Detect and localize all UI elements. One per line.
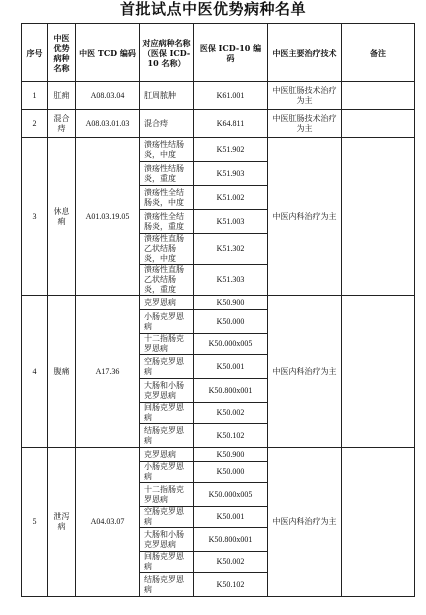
icd-code: K64.811 [194, 110, 268, 138]
treatment-tech: 中医内科治疗为主 [268, 448, 342, 597]
tcd-code: A08.03.01.03 [76, 110, 140, 138]
treatment-tech: 中医肛肠技术治疗为主 [268, 110, 342, 138]
header-no: 序号 [22, 24, 48, 82]
header-row [22, 24, 415, 82]
tcm-disease-name: 休息痢 [48, 138, 76, 296]
icd-code: K50.001 [194, 507, 268, 528]
icd-code: K50.001 [194, 355, 268, 379]
tcd-code: A08.03.04 [76, 82, 140, 110]
icd-disease-name: 肛周脓肿 [140, 82, 194, 110]
tcd-code: A01.03.19.05 [76, 138, 140, 296]
header-tcd-code: 中医 TCD 编码 [76, 24, 140, 82]
table-body [22, 82, 415, 597]
icd-disease-name: 溃疡性直肠乙状结肠炎，重度 [140, 265, 194, 296]
icd-code: K50.800x001 [194, 528, 268, 552]
remark-cell [342, 138, 415, 296]
header-tech: 中医主要治疗技术 [268, 24, 342, 82]
icd-disease-name: 结肠克罗恩病 [140, 573, 194, 597]
icd-code: K51.002 [194, 186, 268, 210]
disease-list-table [21, 23, 415, 597]
icd-disease-name: 回肠克罗恩病 [140, 552, 194, 573]
tcd-code: A17.36 [76, 296, 140, 448]
row-number: 2 [22, 110, 48, 138]
icd-code: K50.800x001 [194, 379, 268, 403]
icd-code: K50.102 [194, 573, 268, 597]
table-row [22, 448, 415, 462]
icd-code: K50.102 [194, 424, 268, 448]
tcm-disease-name: 肛痈 [48, 82, 76, 110]
icd-code: K50.000x005 [194, 334, 268, 355]
header-icd-name: 对应病种名称（医保 ICD-10 名称） [140, 24, 194, 82]
remark-cell [342, 110, 415, 138]
icd-code: K61.001 [194, 82, 268, 110]
icd-disease-name: 溃疡性结肠炎，中度 [140, 138, 194, 162]
icd-code: K50.900 [194, 296, 268, 310]
icd-disease-name: 大肠和小肠克罗恩病 [140, 528, 194, 552]
icd-disease-name: 大肠和小肠克罗恩病 [140, 379, 194, 403]
icd-code: K50.002 [194, 403, 268, 424]
row-number: 4 [22, 296, 48, 448]
tcm-disease-name: 腹痛 [48, 296, 76, 448]
remark-cell [342, 296, 415, 448]
icd-disease-name: 混合痔 [140, 110, 194, 138]
icd-disease-name: 溃疡性直肠乙状结肠炎，中度 [140, 234, 194, 265]
treatment-tech: 中医肛肠技术治疗为主 [268, 82, 342, 110]
icd-disease-name: 回肠克罗恩病 [140, 403, 194, 424]
icd-disease-name: 克罗恩病 [140, 296, 194, 310]
table-row [22, 110, 415, 138]
row-number: 1 [22, 82, 48, 110]
page-title: 首批试点中医优势病种名单 [119, 0, 306, 18]
icd-disease-name: 溃疡性全结肠炎，重度 [140, 210, 194, 234]
header-tcm-name: 中医优势病种名称 [48, 24, 76, 82]
icd-code: K51.003 [194, 210, 268, 234]
row-number: 5 [22, 448, 48, 597]
icd-disease-name: 溃疡性全结肠炎，中度 [140, 186, 194, 210]
remark-cell [342, 448, 415, 597]
icd-disease-name: 空肠克罗恩病 [140, 355, 194, 379]
treatment-tech: 中医内科治疗为主 [268, 296, 342, 448]
tcm-disease-name: 泄泻病 [48, 448, 76, 597]
icd-code: K51.903 [194, 162, 268, 186]
tcm-disease-name: 混合痔 [48, 110, 76, 138]
icd-code: K51.902 [194, 138, 268, 162]
tcd-code: A04.03.07 [76, 448, 140, 597]
icd-code: K50.000x005 [194, 483, 268, 507]
icd-disease-name: 空肠克罗恩病 [140, 507, 194, 528]
remark-cell [342, 82, 415, 110]
icd-disease-name: 结肠克罗恩病 [140, 424, 194, 448]
header-remark: 备注 [342, 24, 415, 82]
icd-disease-name: 克罗恩病 [140, 448, 194, 462]
icd-code: K50.900 [194, 448, 268, 462]
table-row [22, 138, 415, 162]
icd-code: K51.303 [194, 265, 268, 296]
icd-disease-name: 十二指肠克罗恩病 [140, 483, 194, 507]
table-row [22, 82, 415, 110]
table-row [22, 296, 415, 310]
icd-disease-name: 溃疡性结肠炎，重度 [140, 162, 194, 186]
row-number: 3 [22, 138, 48, 296]
icd-code: K50.002 [194, 552, 268, 573]
icd-disease-name: 小肠克罗恩病 [140, 462, 194, 483]
icd-code: K50.000 [194, 310, 268, 334]
header-icd-code: 医保 ICD-10 编码 [194, 24, 268, 82]
icd-code: K51.302 [194, 234, 268, 265]
icd-disease-name: 小肠克罗恩病 [140, 310, 194, 334]
icd-disease-name: 十二指肠克罗恩病 [140, 334, 194, 355]
treatment-tech: 中医内科治疗为主 [268, 138, 342, 296]
icd-code: K50.000 [194, 462, 268, 483]
